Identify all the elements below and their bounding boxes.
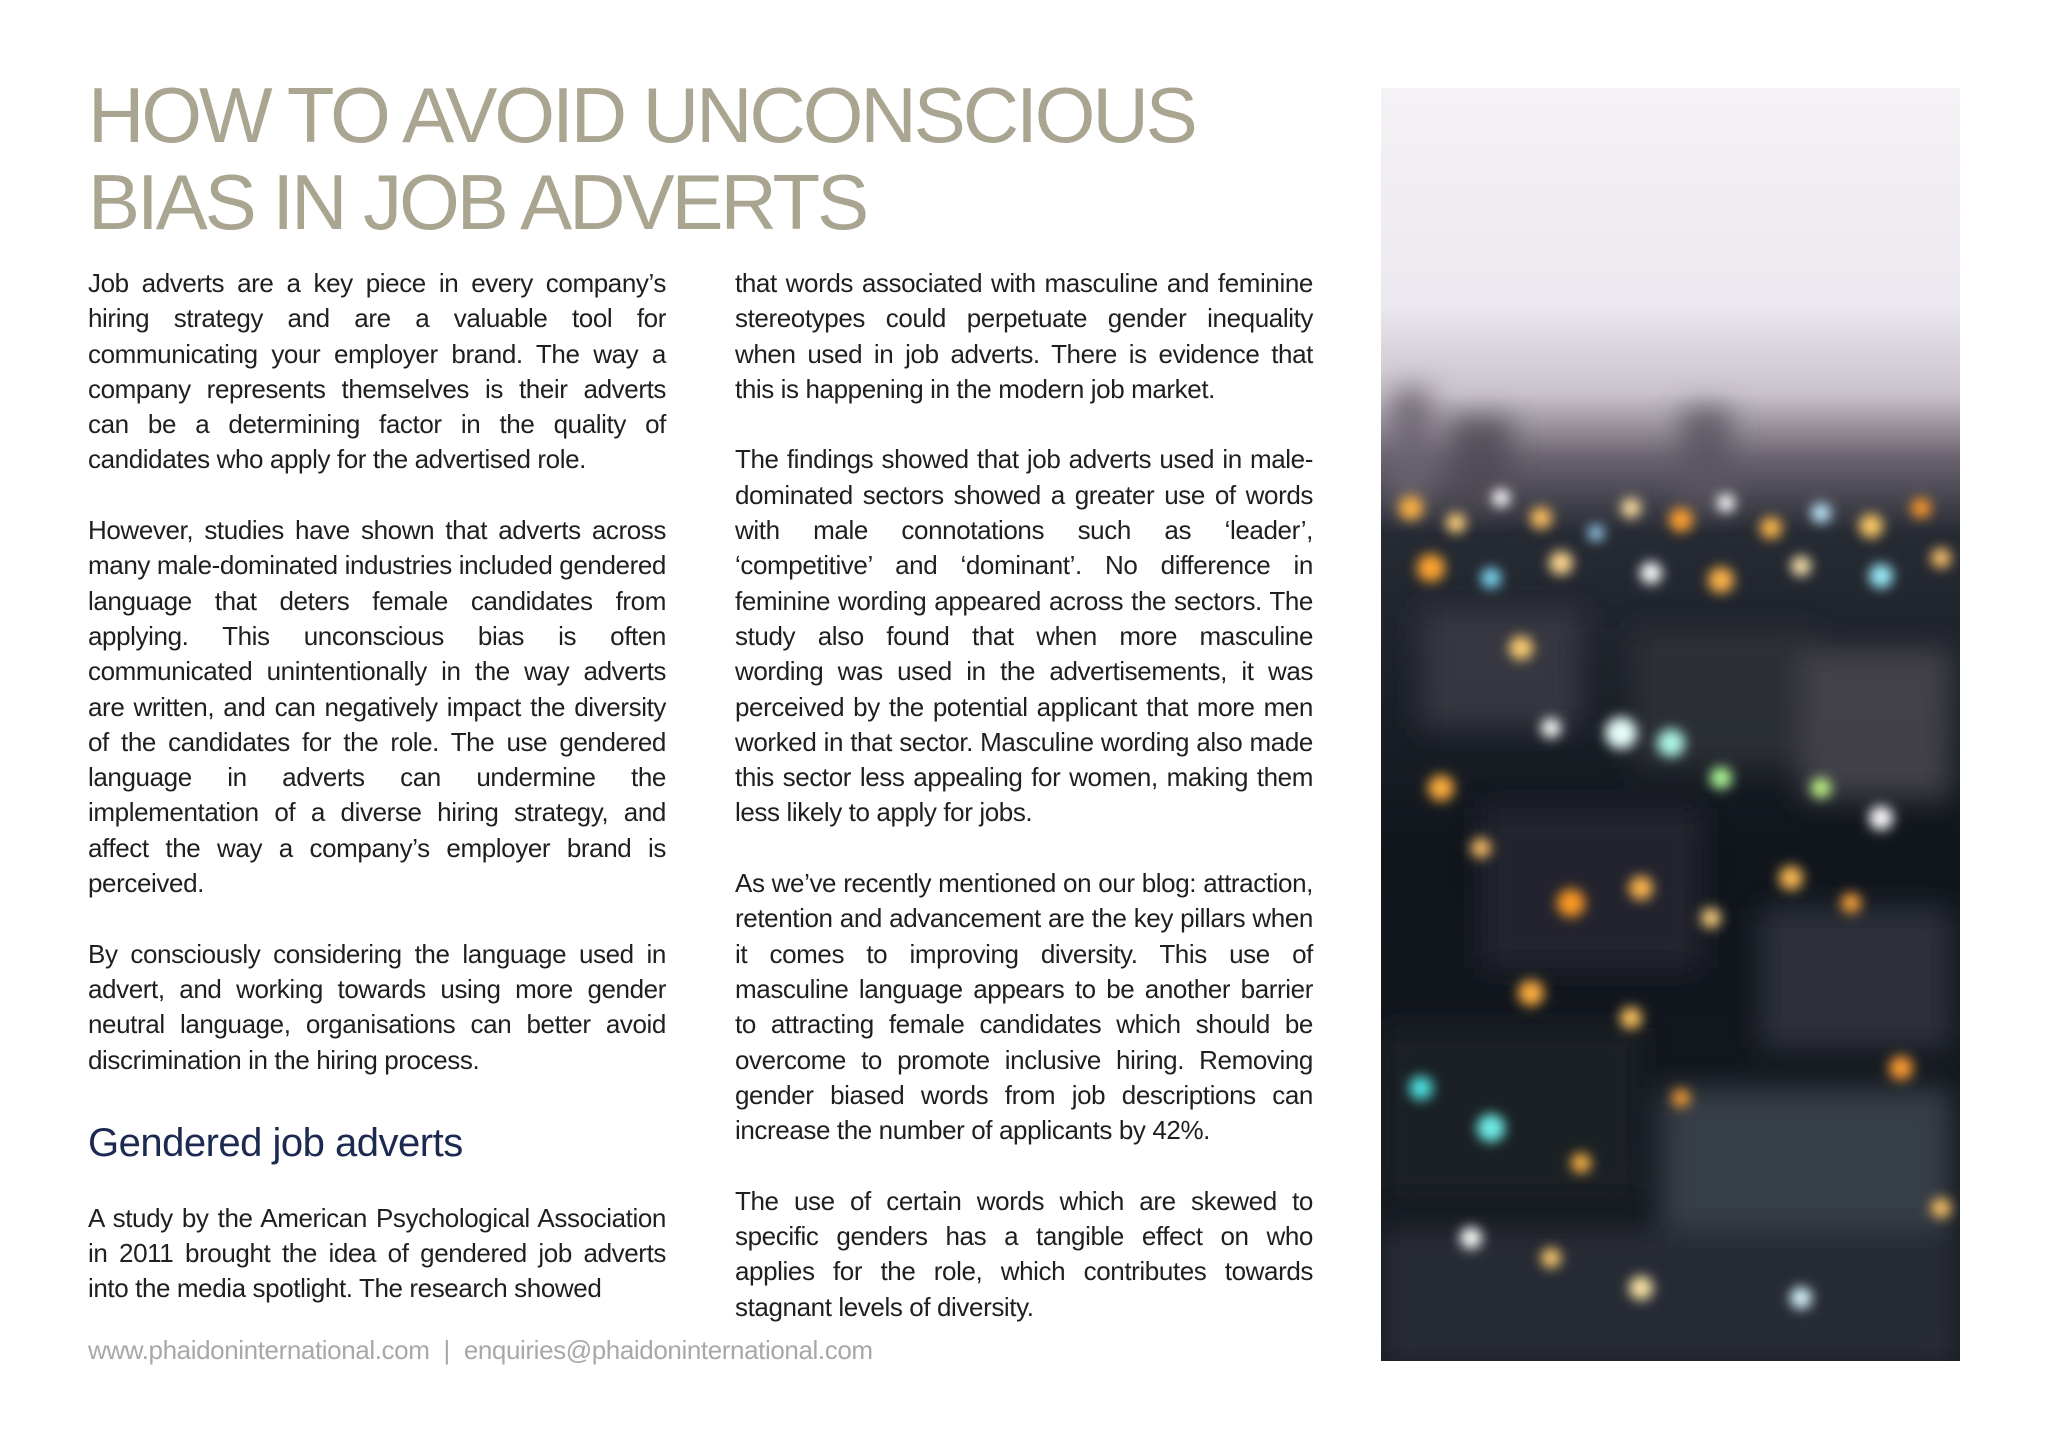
footer-website-link[interactable]: www.phaidoninternational.com <box>88 1335 430 1365</box>
paragraph-findings: The findings showed that job adverts used in male-dominated sectors showed a greater use of words with male connotations such as ‘leader’, ‘competitive’ and ‘dominant’. No difference in feminine wording appeared across the sectors. The study also found that when more masculine wording was used in the advertisements, it was perceived by the potential applicant that more men worked in that sector. Masculine wording also made this sector less appealing for women, making them less likely to apply for jobs. <box>735 444 1313 828</box>
page-title-line-1: HOW TO AVOID UNCONSCIOUS <box>88 71 1195 159</box>
blurred-city-night-image <box>1381 88 1960 1361</box>
paragraph-stereotypes: that words associated with masculine and feminine stereotypes could perpetuate gender inequality when used in job adverts. There is evidence that this is happening in the modern job market. <box>735 268 1313 404</box>
paragraph-intro: Job adverts are a key piece in every company’s hiring strategy and are a valuable tool for communicating your employer brand. The way a company represents themselves is their adverts can be a determining factor in the quality of candidates who apply for the advertised role. <box>88 268 666 475</box>
paragraph-conclusion: The use of certain words which are skewed to specific genders has a tangible effect on who applies for the role, which contributes towards stagnant levels of diversity. <box>735 1185 1313 1322</box>
left-text-column <box>88 266 666 1307</box>
footer-email-link[interactable]: enquiries@phaidoninternational.com <box>463 1335 873 1365</box>
footer <box>88 1332 873 1368</box>
paragraph-studies: However, studies have shown that adverts across many male-dominated industries included gendered language that deters female candidates from applying. This unconscious bias is often communicated unintentionally in the way adverts are written, and can negatively impact the diversity of the candidates for the role. The use gendered language in adverts can undermine the implementation of a diverse hiring strategy, and affect the way a company’s employer brand is perceived. <box>88 515 666 899</box>
paragraph-apa-study: A study by the American Psychological Association in 2011 brought the idea of gendered job adverts into the media spotlight. The research showed <box>88 1202 666 1304</box>
footer-separator: | <box>443 1335 450 1365</box>
page-title-line-2: BIAS IN JOB ADVERTS <box>88 158 867 246</box>
paragraph-neutral-language: By consciously considering the language used in advert, and working towards using more gender neutral language, organisations can better avoid discrimination in the hiring process. <box>88 938 666 1075</box>
section-heading-gendered-job-adverts: Gendered job adverts <box>88 1120 463 1165</box>
right-text-column <box>735 266 1313 1325</box>
city-lights-photo <box>1381 88 1960 1361</box>
paragraph-diversity-pillars: As we’ve recently mentioned on our blog: attraction, retention and advancement are the key pillars when it comes to improving diversity. This use of masculine language appears to be another barrier to attracting female candidates which should be overcome to promote inclusive hiring. Removing gender biased words from job descriptions can increase the number of applicants by 42%. <box>735 868 1313 1146</box>
page-title <box>88 72 1288 246</box>
